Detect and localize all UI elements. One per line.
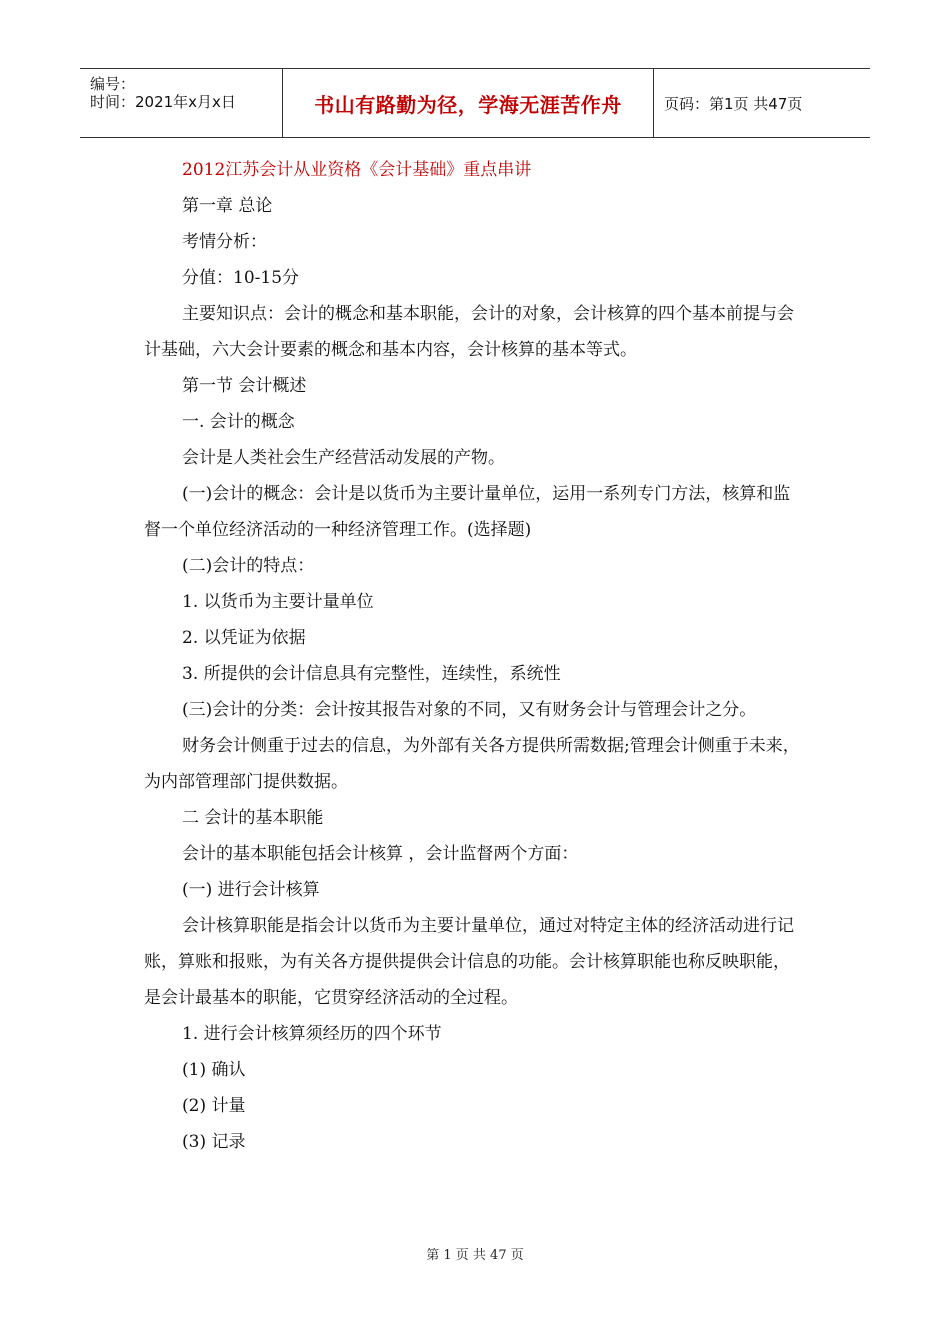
page-footer: 第 1 页 共 47 页 <box>426 1248 524 1263</box>
time-label: 时间：2021年x月x日 <box>90 93 236 111</box>
list-item: (1) 确认 <box>182 1060 246 1080</box>
header-meta-cell <box>80 69 283 137</box>
list-item: (2) 计量 <box>182 1096 246 1116</box>
page-info: 页码：第1页 共47页 <box>664 94 803 113</box>
list-item: 3. 所提供的会计信息具有完整性，连续性，系统性 <box>182 664 561 684</box>
chapter-heading: 第一章 总论 <box>182 196 273 216</box>
paragraph: 会计的基本职能包括会计核算 ，会计监督两个方面： <box>182 844 579 864</box>
document-body <box>144 152 804 1160</box>
section-heading: 第一节 会计概述 <box>182 376 307 396</box>
list-item: 1. 进行会计核算须经历的四个环节 <box>182 1024 442 1044</box>
paragraph: 财务会计侧重于过去的信息，为外部有关各方提供所需数据;管理会计侧重于未来，为内部管理部门提供数据。 <box>144 736 800 792</box>
paragraph: 考情分析： <box>182 232 267 252</box>
list-item: 2. 以凭证为依据 <box>182 628 306 648</box>
list-item: 1. 以货币为主要计量单位 <box>182 592 374 612</box>
paragraph: 会计是人类社会生产经营活动发展的产物。 <box>182 448 505 468</box>
page-header <box>80 68 870 138</box>
header-page-cell <box>654 69 880 137</box>
paragraph: 主要知识点：会计的概念和基本职能，会计的对象，会计核算的四个基本前提与会计基础，六大会计要素的概念和基本内容，会计核算的基本等式。 <box>144 304 794 360</box>
paragraph: 分值：10-15分 <box>182 268 300 288</box>
list-item: (3) 记录 <box>182 1132 246 1152</box>
subsection-heading: 二 会计的基本职能 <box>182 808 324 828</box>
paragraph: (三)会计的分类：会计按其报告对象的不同，又有财务会计与管理会计之分。 <box>182 700 757 720</box>
code-label: 编号： <box>90 75 136 93</box>
paragraph: 会计核算职能是指会计以货币为主要计量单位，通过对特定主体的经济活动进行记账，算账和报账，为有关各方提供提供会计信息的功能。会计核算职能也称反映职能，是会计最基本的职能，它贯穿经济活动的全过程。 <box>144 916 794 1008</box>
paragraph: (一) 进行会计核算 <box>182 880 320 900</box>
header-motto-cell <box>283 69 654 137</box>
document-title: 2012江苏会计从业资格《会计基础》重点串讲 <box>182 160 532 180</box>
paragraph: (二)会计的特点： <box>182 556 315 576</box>
motto-text: 书山有路勤为径，学海无涯苦作舟 <box>314 92 622 117</box>
paragraph: (一)会计的概念：会计是以货币为主要计量单位，运用一系列专门方法，核算和监督一个单位经济活动的一种经济管理工作。(选择题) <box>144 484 791 540</box>
subsection-heading: 一. 会计的概念 <box>182 412 295 432</box>
